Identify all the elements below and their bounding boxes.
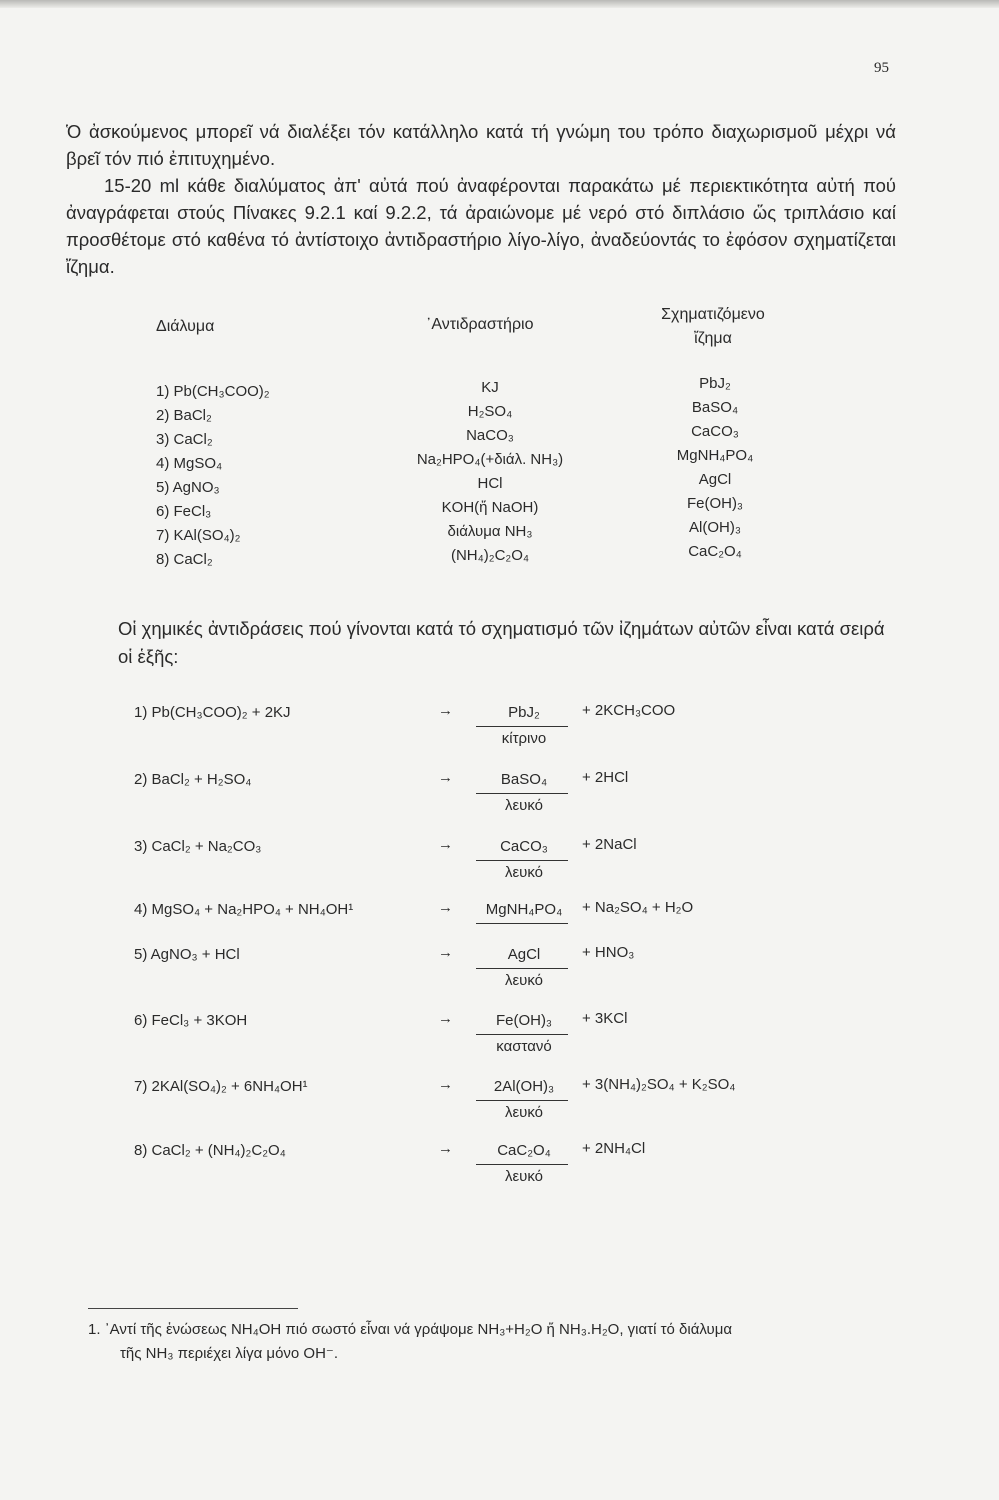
precipitate-column [650, 372, 780, 564]
reaction-row [0, 1138, 999, 1194]
reaction-byproducts: + 3KCl [582, 1010, 628, 1027]
precipitate-underline [476, 793, 568, 794]
reagent-column [390, 376, 590, 568]
reaction-reactants: 6) FeCl₃ + 3KOH [134, 1012, 248, 1029]
intro-paragraph-2: 15-20 ml κάθε διαλύματος ἀπ' αὐτά πού ἀναφέρονται παρακάτω μέ περιεκτικότητα αὐτή πού ἀναγράφεται στούς Πίνακες 9.2.1 καί 9.2.2, τά ἀραιώνομε μέ νερό στό διπλάσιο ὥς τριπλάσιο καί προσθέτομε στό καθένα τό ἀντίστοιχο ἀντιδραστήριο λίγο-λίγο, ἀναδεύοντάς το ἐφόσον σχηματίζεται ἴζημα. [66, 175, 896, 277]
arrow-icon: → [438, 944, 453, 961]
reaction-byproducts: + Na₂SO₄ + H₂O [582, 899, 694, 916]
arrow-icon: → [438, 899, 453, 916]
table-cell: H₂SO₄ [467, 403, 513, 420]
precipitate-color: λευκό [504, 864, 544, 881]
table-cell: KJ [481, 379, 499, 396]
reaction-precipitate: PbJ₂ [508, 704, 540, 721]
table-cell: διάλυμα NH₃ [447, 523, 533, 540]
reaction-reactants: 2) BaCl₂ + H₂SO₄ [134, 771, 252, 788]
header-precipitate [648, 306, 778, 348]
arrow-icon: → [438, 769, 453, 786]
reaction-precipitate: CaCO₃ [500, 838, 548, 855]
table-cell: CaCO₃ [691, 423, 739, 440]
precipitate-color: λευκό [504, 797, 544, 814]
precipitate-color: καστανό [496, 1038, 552, 1055]
footnote-divider [88, 1308, 298, 1309]
table-cell: MgNH₄PO₄ [676, 447, 754, 464]
table-cell: PbJ₂ [699, 375, 731, 392]
reaction-row [0, 834, 999, 890]
reaction-precipitate: 2Al(OH)₃ [493, 1078, 555, 1095]
reaction-row [0, 1008, 999, 1064]
table-cell: (NH₄)₂C₂O₄ [450, 547, 530, 564]
footnote-line-1: 1. ᾿Αντί τῆς ἑνώσεως NH₄OH πιό σωστό εἶναι νά γράψομε NH₃+H₂O ἤ NH₃.H₂O, γιατί τό διάλυμα [88, 1321, 733, 1338]
precipitate-underline [476, 968, 568, 969]
precipitate-color: λευκό [504, 972, 544, 989]
table-cell: Al(OH)₃ [689, 519, 741, 536]
reaction-row [0, 700, 999, 756]
footnote-line-2: τῆς NH₃ περιέχει λίγα μόνο OH⁻. [120, 1345, 339, 1362]
reaction-precipitate: AgCl [507, 946, 541, 963]
table-cell: CaC₂O₄ [688, 543, 742, 560]
reaction-reactants: 4) MgSO₄ + Na₂HPO₄ + NH₄OH¹ [134, 901, 354, 918]
arrow-icon: → [438, 1010, 453, 1027]
reaction-reactants: 1) Pb(CH₃COO)₂ + 2KJ [134, 704, 291, 721]
table-cell: AgCl [698, 471, 732, 488]
header-solution: Διάλυμα [156, 318, 215, 335]
reactions-intro-text: Οἱ χημικές ἀντιδράσεις πού γίνονται κατά τό σχηματισμό τῶν ἰζημάτων αὐτῶν εἶναι κατά σειρά οἱ ἑξῆς: [118, 618, 885, 667]
precipitate-underline [476, 726, 568, 727]
reaction-byproducts: + 3(NH₄)₂SO₄ + K₂SO₄ [582, 1076, 736, 1093]
table-cell: 8) CaCl₂ [156, 551, 213, 568]
table-cell: 7) KAl(SO₄)₂ [156, 527, 241, 544]
table-cell: NaCO₃ [466, 427, 514, 444]
intro-text [66, 118, 896, 280]
reaction-byproducts: + 2NaCl [582, 836, 637, 853]
precipitate-underline [476, 1100, 568, 1101]
reaction-byproducts: + HNO₃ [582, 944, 635, 961]
reaction-row [0, 942, 999, 998]
intro-paragraph-1: Ὁ ἀσκούμενος μπορεῖ νά διαλέξει τόν κατάλληλο κατά τή γνώμη του τρόπο διαχωρισμοῦ μέχρι νά βρεῖ τόν πιό ἐπιτυχημένο. [66, 121, 896, 169]
arrow-icon: → [438, 836, 453, 853]
header-precipitate-line1: Σχηματιζόμενο [661, 306, 765, 323]
precipitate-color: λευκό [504, 1168, 544, 1185]
reaction-reactants: 8) CaCl₂ + (NH₄)₂C₂O₄ [134, 1142, 286, 1159]
table-cell: 4) MgSO₄ [156, 455, 223, 472]
reaction-byproducts: + 2NH₄Cl [582, 1140, 646, 1157]
reaction-row [0, 1074, 999, 1130]
scan-edge [0, 0, 999, 8]
precipitate-underline [476, 860, 568, 861]
reaction-reactants: 3) CaCl₂ + Na₂CO₃ [134, 838, 262, 855]
reaction-precipitate: MgNH₄PO₄ [485, 901, 563, 918]
reaction-precipitate: BaSO₄ [500, 771, 548, 788]
arrow-icon: → [438, 702, 453, 719]
reaction-reactants: 5) AgNO₃ + HCl [134, 946, 240, 963]
table-cell: 5) AgNO₃ [156, 479, 220, 496]
reaction-byproducts: + 2KCH₃COO [582, 702, 676, 719]
table-cell: 6) FeCl₃ [156, 503, 212, 520]
precipitate-color: κίτρινο [501, 730, 547, 747]
table-cell: BaSO₄ [691, 399, 739, 416]
reaction-row [0, 767, 999, 823]
precipitate-underline [476, 923, 568, 924]
reaction-precipitate: Fe(OH)₃ [495, 1012, 553, 1029]
header-precipitate-line2: ἴζημα [694, 330, 732, 347]
precipitate-underline [476, 1164, 568, 1165]
table-cell: 1) Pb(CH₃COO)₂ [156, 383, 270, 400]
arrow-icon: → [438, 1076, 453, 1093]
precipitate-underline [476, 1034, 568, 1035]
footnote [88, 1318, 918, 1366]
table-cell: HCl [477, 475, 503, 492]
precipitate-color: λευκό [504, 1104, 544, 1121]
header-reagent: ᾿Αντιδραστήριο [426, 316, 534, 333]
reaction-byproducts: + 2HCl [582, 769, 629, 786]
table-cell: 2) BaCl₂ [156, 407, 212, 424]
arrow-icon: → [438, 1140, 453, 1157]
table-cell: Fe(OH)₃ [686, 495, 744, 512]
table-cell: Na₂HPO₄(+διάλ. NH₃) [416, 451, 564, 468]
table-cell: 3) CaCl₂ [156, 431, 213, 448]
reaction-precipitate: CaC₂O₄ [497, 1142, 551, 1159]
reaction-reactants: 7) 2KAl(SO₄)₂ + 6NH₄OH¹ [134, 1078, 308, 1095]
page-number: 95 [874, 60, 889, 76]
reactions-intro [118, 615, 898, 671]
solution-column [156, 380, 270, 572]
table-cell: KOH(ἤ NaOH) [441, 499, 539, 516]
